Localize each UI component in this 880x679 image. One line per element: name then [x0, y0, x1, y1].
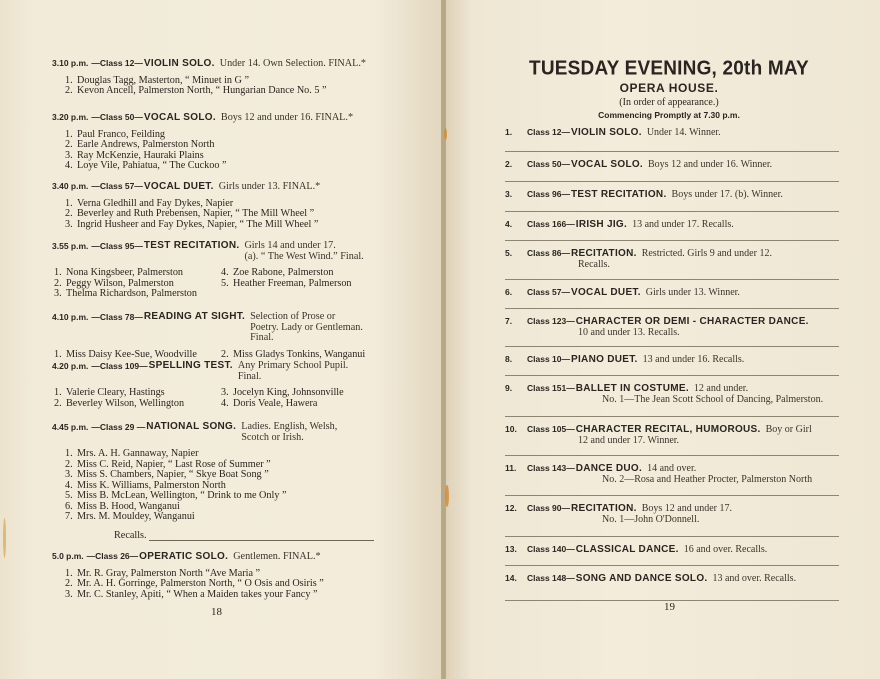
entrant-number: 1. — [65, 197, 73, 209]
entrant-number: 2. — [65, 208, 73, 219]
entrant-number: 2. — [221, 348, 229, 360]
class-name: NATIONAL SONG. — [146, 421, 237, 432]
entrant-columns — [52, 268, 387, 300]
item-class: Class 140— — [527, 544, 575, 554]
entrant-name: Verna Gledhill and Fay Dykes, Napier — [77, 197, 234, 209]
programme-item — [505, 127, 839, 139]
class-details — [241, 422, 337, 443]
item-subline: 10 and under 13. Recalls. — [578, 326, 680, 338]
entrant-number: 2. — [65, 139, 73, 150]
item-name: CHARACTER OR DEMI - CHARACTER DANCE. — [575, 316, 809, 327]
entrant-name: Heather Freeman, Palmerson — [233, 277, 352, 289]
programme-heading — [505, 287, 839, 299]
item-class: Class 123— — [527, 316, 575, 326]
item-subline: 12 and under 17. Winner. — [578, 434, 680, 446]
item-details: Boy or Girl — [765, 424, 812, 435]
divider-rule — [505, 151, 839, 152]
divider-rule — [505, 416, 839, 417]
item-name: SONG AND DANCE SOLO. — [575, 573, 708, 584]
item-details: 14 and over. — [647, 463, 697, 474]
item-details: Boys 12 and under 17. — [641, 503, 732, 514]
item-subline: Recalls. — [578, 258, 610, 270]
entrant-number: 2. — [65, 578, 73, 589]
paper-stain — [3, 518, 6, 558]
entrant-name: Miss S. Chambers, Napier, “ Skye Boat Song ” — [77, 469, 269, 480]
entrant — [52, 86, 387, 97]
class-details — [220, 59, 366, 70]
item-class: Class 12— — [527, 127, 570, 137]
item-name: VOCAL DUET. — [571, 287, 641, 298]
class-details-line: Girls under 13. FINAL.* — [218, 181, 321, 192]
programme-heading — [505, 424, 839, 436]
entrant-number: 4. — [221, 267, 229, 278]
entrant — [219, 399, 389, 410]
item-class: Class 151— — [527, 383, 575, 393]
programme-item — [505, 424, 839, 446]
entrant — [52, 399, 219, 410]
class-number: —Class 78— — [91, 312, 143, 322]
class-name: READING AT SIGHT. — [143, 311, 246, 322]
entrant-number: 5. — [221, 277, 229, 289]
programme-item — [505, 159, 839, 171]
class-details-line: Under 14. Own Selection. FINAL.* — [219, 58, 366, 69]
divider-rule — [505, 455, 839, 456]
item-class: Class 50— — [527, 159, 570, 169]
entrant-name: Miss B. McLean, Wellington, “ Drink to me Only ” — [77, 490, 287, 501]
item-name: TEST RECITATION. — [571, 189, 667, 200]
paper-stain — [445, 485, 449, 507]
class-details — [221, 113, 353, 124]
programme-item — [505, 248, 839, 270]
class-section — [52, 361, 387, 409]
item-number: 1. — [505, 127, 513, 137]
entrant-name: Peggy Wilson, Palmerston — [66, 277, 174, 289]
item-number: 12. — [505, 503, 517, 513]
entrant-number: 2. — [65, 458, 73, 470]
item-details: 12 and under. — [693, 383, 749, 394]
class-name: VOCAL DUET. — [143, 181, 214, 192]
item-name: IRISH JIG. — [575, 219, 628, 230]
class-details-line2: Poetry. Lady or Gentleman. Final. — [250, 321, 363, 343]
entrant-name: Thelma Richardson, Palmerston — [66, 288, 197, 299]
programme-heading — [505, 383, 839, 395]
entrant-number: 1. — [65, 567, 73, 579]
entrant-number: 6. — [65, 500, 73, 512]
item-name: DANCE DUO. — [575, 463, 643, 474]
programme-item — [505, 316, 839, 338]
page-title: TUESDAY EVENING, 20th MAY — [529, 57, 809, 80]
item-number: 14. — [505, 573, 517, 583]
entrant-name: Mrs. A. H. Gannaway, Napier — [77, 448, 199, 459]
item-number: 5. — [505, 248, 513, 258]
class-heading — [52, 361, 387, 382]
item-details: Boys under 17. (b). Winner. — [671, 189, 783, 200]
entrant-columns — [52, 388, 387, 409]
class-heading — [52, 312, 387, 344]
item-class: Class 10— — [527, 354, 570, 364]
entrant-number: 4. — [221, 397, 229, 409]
divider-rule — [505, 565, 839, 566]
entrant — [52, 220, 387, 231]
page-number-left: 18 — [211, 606, 222, 618]
entrant — [219, 268, 389, 279]
class-details-line: Gentlemen. FINAL.* — [233, 551, 321, 562]
class-section — [52, 112, 387, 172]
class-heading — [52, 112, 387, 124]
entrant — [52, 388, 219, 399]
entrant-column — [219, 268, 389, 300]
entrant — [52, 579, 387, 590]
class-name: VOCAL SOLO. — [143, 112, 216, 123]
entrant — [52, 449, 387, 460]
entrant-name: Miss B. Hood, Wanganui — [77, 500, 180, 512]
programme-heading — [505, 463, 839, 475]
programme-heading — [505, 544, 839, 556]
class-time: 3.20 p.m. — [52, 112, 89, 122]
item-class: Class 166— — [527, 219, 575, 229]
class-section — [52, 422, 387, 523]
item-number: 6. — [505, 287, 513, 297]
entrant-name: Miss Daisy Kee-Sue, Woodville — [66, 348, 197, 360]
programme-heading — [505, 127, 839, 139]
entrant — [52, 140, 387, 151]
programme-heading — [505, 248, 839, 260]
class-number: —Class 12— — [91, 58, 143, 68]
class-name: SPELLING TEST. — [148, 360, 233, 371]
entrant-number: 3. — [54, 288, 62, 299]
item-details: 13 and over. Recalls. — [712, 573, 797, 584]
item-number: 10. — [505, 424, 517, 434]
entrant-number: 3. — [65, 149, 73, 161]
entrant-name: Beverley and Ruth Prebensen, Napier, “ The Mill Wheel ” — [77, 208, 315, 219]
item-number: 2. — [505, 159, 513, 169]
class-section — [52, 241, 387, 300]
entrant-number: 3. — [65, 588, 73, 600]
entrant-number: 1. — [54, 387, 62, 398]
class-section — [52, 551, 387, 600]
class-heading — [52, 58, 387, 70]
entrant-number: 1. — [54, 267, 62, 278]
entrant-name: Ray McKenzie, Hauraki Plains — [77, 149, 204, 161]
entrant-column — [52, 350, 219, 361]
item-name: RECITATION. — [571, 248, 637, 259]
item-name: PIANO DUET. — [571, 354, 638, 365]
item-number: 4. — [505, 219, 513, 229]
entrant-name: Douglas Tagg, Masterton, “ Minuet in G ” — [77, 74, 249, 86]
entrant-columns — [52, 350, 387, 361]
item-number: 9. — [505, 383, 513, 393]
item-name: BALLET IN COSTUME. — [575, 383, 689, 394]
entrant-name: Mr. R. Gray, Palmerston North “Ave Maria ” — [77, 567, 261, 579]
class-details-line2: Scotch or Irish. — [241, 431, 304, 443]
item-number: 11. — [505, 463, 517, 473]
item-details: 13 and under 16. Recalls. — [642, 354, 745, 365]
divider-rule — [505, 308, 839, 309]
class-number: —Class 57— — [91, 181, 143, 191]
entrant-number: 3. — [65, 469, 73, 480]
class-details-line2: (a). “ The West Wind.” Final. — [244, 250, 364, 262]
item-class: Class 86— — [527, 248, 570, 258]
entrant — [219, 388, 389, 399]
class-details-line2: Final. — [237, 370, 262, 382]
programme-heading — [505, 573, 839, 585]
entrant — [52, 350, 219, 361]
item-name: CLASSICAL DANCE. — [575, 544, 679, 555]
entrant-number: 4. — [65, 160, 73, 171]
entrant-column — [52, 388, 219, 409]
class-heading — [52, 551, 387, 563]
entrant-name: Miss C. Reid, Napier, “ Last Rose of Summer ” — [77, 458, 271, 470]
item-details: 13 and under 17. Recalls. — [632, 219, 734, 230]
entrant-name: Zoe Rabone, Palmerston — [233, 267, 334, 278]
item-number: 7. — [505, 316, 513, 326]
entrant — [52, 512, 387, 523]
class-details-line: Girls 14 and under 17. — [244, 240, 336, 251]
programme-item — [505, 383, 839, 405]
divider-rule — [505, 279, 839, 280]
programme-item — [505, 503, 839, 525]
item-details: Girls under 13. Winner. — [645, 287, 740, 298]
entrant-number: 7. — [65, 511, 73, 522]
entrant-number: 1. — [65, 448, 73, 459]
class-time: 3.10 p.m. — [52, 58, 89, 68]
entrant — [52, 268, 219, 279]
class-details-line: Boys 12 and under 16. FINAL.* — [220, 112, 354, 123]
entrant — [219, 350, 389, 361]
entrant-name: Valerie Cleary, Hastings — [66, 387, 165, 398]
entrant-name: Kevon Ancell, Palmerston North, “ Hungarian Dance No. 5 ” — [77, 85, 327, 96]
entrant — [52, 470, 387, 481]
divider-rule — [505, 240, 839, 241]
entrant-name: Mr. A. H. Gorringe, Palmerston North, “ O Osis and Osiris ” — [77, 578, 324, 589]
programme-item — [505, 354, 839, 366]
class-name: TEST RECITATION. — [143, 240, 240, 251]
programme-item — [505, 544, 839, 556]
class-heading — [52, 422, 387, 443]
class-details — [244, 241, 363, 262]
class-details-line: Ladies. English, Welsh, — [241, 421, 338, 432]
item-subline: No. 2—Rosa and Heather Procter, Palmerston North — [602, 473, 813, 485]
recalls-blank — [149, 532, 374, 541]
divider-rule — [505, 375, 839, 376]
programme-heading — [505, 354, 839, 366]
class-time: 3.40 p.m. — [52, 181, 89, 191]
divider-rule — [505, 211, 839, 212]
entrant-number: 1. — [54, 348, 62, 360]
class-section — [52, 58, 387, 97]
class-time: 4.10 p.m. — [52, 312, 89, 322]
class-section — [52, 312, 387, 360]
entrant-name: Loye Vile, Pahiatua, “ The Cuckoo ” — [77, 160, 227, 171]
entrant-number: 2. — [54, 277, 62, 289]
class-heading — [52, 241, 387, 262]
class-number: —Class 95— — [91, 241, 143, 251]
divider-rule — [505, 536, 839, 537]
item-number: 3. — [505, 189, 513, 199]
item-class: Class 148— — [527, 573, 575, 583]
item-details: Under 14. Winner. — [646, 127, 721, 138]
entrant-name: Miss K. Williams, Palmerston North — [77, 479, 226, 491]
programme-heading — [505, 316, 839, 328]
item-class: Class 90— — [527, 503, 570, 513]
entrant — [52, 289, 219, 300]
order-note: (In order of appearance.) — [619, 97, 719, 108]
entrant-column — [52, 268, 219, 300]
entrant — [52, 209, 387, 220]
entrant-number: 3. — [65, 218, 73, 230]
entrant — [52, 590, 387, 601]
programme-item — [505, 463, 839, 485]
entrant-number: 5. — [65, 490, 73, 501]
class-details-line: Selection of Prose or — [250, 311, 336, 322]
item-number: 8. — [505, 354, 513, 364]
entrant-name: Ingrid Husheer and Fay Dykes, Napier, “ The Mill Wheel ” — [77, 218, 319, 230]
item-name: VOCAL SOLO. — [571, 159, 644, 170]
entrant-column — [219, 388, 389, 409]
entrant-name: Doris Veale, Hawera — [233, 397, 318, 409]
item-details: Restricted. Girls 9 and under 12. — [641, 248, 772, 259]
entrant — [52, 161, 387, 172]
entrant-number: 4. — [65, 479, 73, 491]
divider-rule — [505, 346, 839, 347]
item-class: Class 105— — [527, 424, 575, 434]
class-details — [250, 312, 387, 344]
class-name: OPERATIC SOLO. — [139, 551, 229, 562]
page-number-right: 19 — [664, 601, 675, 613]
item-class: Class 57— — [527, 287, 570, 297]
class-section — [52, 181, 387, 230]
entrant-name: Miss Gladys Tonkins, Wanganui — [233, 348, 366, 360]
class-number: —Class 26— — [86, 551, 139, 561]
class-time: 4.20 p.m. — [52, 361, 89, 371]
recalls-label: Recalls. — [114, 530, 147, 541]
item-subline: No. 1—John O'Donnell. — [602, 513, 700, 525]
entrant-number: 1. — [65, 128, 73, 140]
class-number: —Class 109— — [91, 361, 148, 371]
entrant-number: 2. — [54, 397, 62, 409]
entrant-name: Mrs. M. Mouldey, Wanganui — [77, 511, 195, 522]
entrant-name: Paul Franco, Feilding — [77, 128, 166, 140]
programme-heading — [505, 219, 839, 231]
entrant-column — [219, 350, 389, 361]
entrant-name: Earle Andrews, Palmerston North — [77, 139, 215, 150]
item-name: RECITATION. — [571, 503, 637, 514]
class-time: 5.0 p.m. — [52, 551, 84, 561]
entrant-number: 3. — [221, 387, 229, 398]
entrant — [219, 279, 389, 290]
entrant — [52, 491, 387, 502]
item-name: VIOLIN SOLO. — [571, 127, 642, 138]
programme-heading — [505, 159, 839, 171]
class-details — [219, 182, 321, 193]
item-number: 13. — [505, 544, 517, 554]
item-subline: No. 1—The Jean Scott School of Dancing, Palmerston. — [602, 393, 824, 405]
commencing-note: Commencing Promptly at 7.30 p.m. — [598, 110, 740, 120]
programme-item — [505, 573, 839, 585]
class-details — [233, 552, 320, 563]
item-class: Class 143— — [527, 463, 575, 473]
recalls-line — [114, 530, 374, 541]
class-name: VIOLIN SOLO. — [143, 58, 215, 69]
class-time: 4.45 p.m. — [52, 422, 89, 432]
divider-rule — [505, 495, 839, 496]
programme-item — [505, 219, 839, 231]
entrant-name: Jocelyn King, Johnsonville — [233, 387, 344, 398]
entrant-name: Mr. C. Stanley, Apiti, “ When a Maiden takes your Fancy ” — [77, 588, 318, 600]
item-name: CHARACTER RECITAL, HUMOROUS. — [575, 424, 761, 435]
class-time: 3.55 p.m. — [52, 241, 89, 251]
divider-rule — [505, 181, 839, 182]
programme-item — [505, 189, 839, 201]
class-details-line: Any Primary School Pupil. — [237, 360, 349, 371]
programme-heading — [505, 503, 839, 515]
class-details — [238, 361, 348, 382]
class-number: —Class 29 — — [91, 422, 146, 432]
class-heading — [52, 181, 387, 193]
programme-item — [505, 287, 839, 299]
entrant-number: 2. — [65, 85, 73, 96]
item-class: Class 96— — [527, 189, 570, 199]
entrant-name: Beverley Wilson, Wellington — [66, 397, 185, 409]
item-details: Boys 12 and under 16. Winner. — [648, 159, 773, 170]
class-number: —Class 50— — [91, 112, 143, 122]
item-details: 16 and over. Recalls. — [683, 544, 768, 555]
programme-heading — [505, 189, 839, 201]
paper-stain — [444, 128, 447, 140]
entrant-name: Nona Kingsbeer, Palmerston — [66, 267, 184, 278]
entrant-number: 1. — [65, 74, 73, 86]
venue: OPERA HOUSE. — [619, 81, 719, 95]
